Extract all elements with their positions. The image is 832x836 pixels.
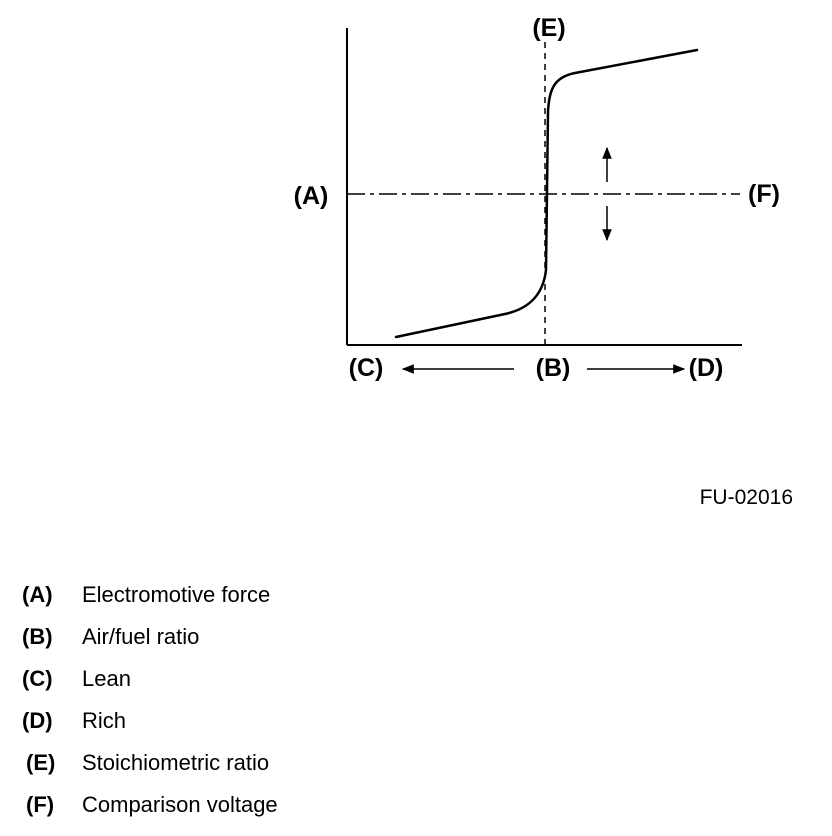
legend-text: Lean <box>82 666 131 691</box>
legend-item <box>22 658 278 700</box>
legend-key: (B) <box>22 624 53 649</box>
label-b: (B) <box>535 354 571 382</box>
legend-item <box>22 616 278 658</box>
legend-key: (D) <box>22 708 53 733</box>
legend <box>22 574 278 826</box>
label-c: (C) <box>348 354 384 382</box>
legend-item <box>22 784 278 826</box>
legend-item <box>22 574 278 616</box>
legend-item <box>22 742 278 784</box>
legend-key: (F) <box>26 792 55 817</box>
label-f: (F) <box>748 180 780 208</box>
legend-key: (A) <box>22 582 53 607</box>
legend-text: Comparison voltage <box>82 792 278 817</box>
legend-key: (C) <box>22 666 53 691</box>
figure-code: FU-02016 <box>699 486 793 509</box>
legend-key: (E) <box>26 750 56 775</box>
legend-text: Rich <box>82 708 127 733</box>
legend-item <box>22 700 278 742</box>
legend-text: Electromotive force <box>82 582 271 607</box>
label-d: (D) <box>688 354 724 382</box>
legend-text: Air/fuel ratio <box>82 624 200 649</box>
label-e: (E) <box>532 14 566 42</box>
label-a: (A) <box>293 182 329 210</box>
legend-text: Stoichiometric ratio <box>82 750 270 775</box>
